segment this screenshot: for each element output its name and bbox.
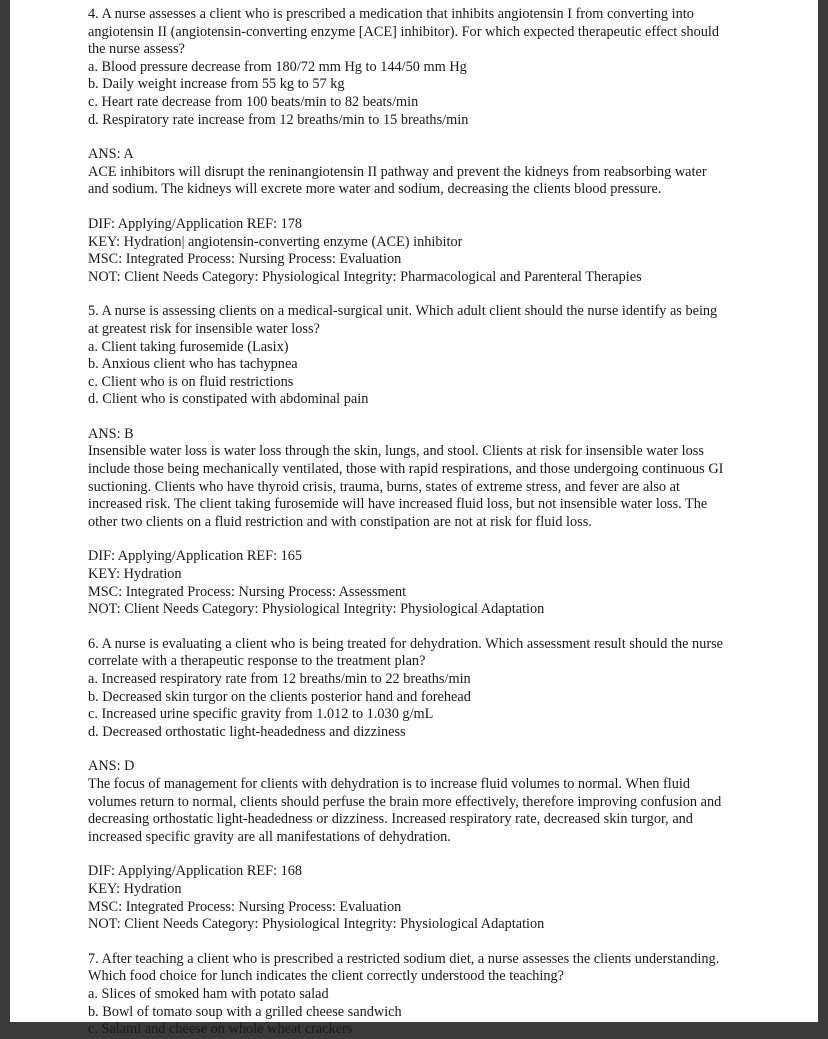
text-line: NOT: Client Needs Category: Physiological Integrity: Pharmacological and Parenteral Therapies <box>88 268 642 285</box>
text-line: DIF: Applying/Application REF: 165 <box>88 548 303 565</box>
text-line: b. Anxious client who has tachypnea <box>88 356 298 373</box>
text-line: d. Decreased orthostatic light-headedness and dizziness <box>88 723 406 740</box>
text-line: c. Client who is on fluid restrictions <box>88 373 294 390</box>
text-line: correlate with a therapeutic response to the treatment plan? <box>88 653 426 670</box>
text-line: d. Respiratory rate increase from 12 breaths/min to 15 breaths/min <box>88 111 469 128</box>
text-line: Insensible water loss is water loss through the skin, lungs, and stool. Clients at risk for insensible water loss <box>88 443 704 460</box>
text-line: DIF: Applying/Application REF: 178 <box>88 215 303 232</box>
text-line: include those being mechanically ventilated, those with rapid respirations, and those undergoing continuous GI <box>88 461 724 478</box>
text-line: b. Decreased skin turgor on the clients posterior hand and forehead <box>88 688 471 705</box>
text-line: ANS: A <box>88 146 134 163</box>
text-line: c. Heart rate decrease from 100 beats/min to 82 beats/min <box>88 93 419 110</box>
text-line: Which food choice for lunch indicates the client correctly understood the teaching? <box>88 968 564 985</box>
text-line: MSC: Integrated Process: Nursing Process: Assessment <box>88 583 407 600</box>
text-block-question-4 <box>88 6 756 129</box>
text-line: 5. A nurse is assessing clients on a medical-surgical unit. Which adult client should the nurse identify as being <box>88 303 718 320</box>
text-line: KEY: Hydration <box>88 880 182 897</box>
text-line: b. Bowl of tomato soup with a grilled cheese sandwich <box>88 1003 402 1020</box>
text-line: b. Daily weight increase from 55 kg to 57 kg <box>88 76 345 93</box>
text-line: MSC: Integrated Process: Nursing Process: Evaluation <box>88 251 402 268</box>
text-line: volumes return to normal, clients should perfuse the brain more effectively, therefore improving confusion and <box>88 793 722 810</box>
text-line: d. Client who is constipated with abdominal pain <box>88 391 369 408</box>
text-line: NOT: Client Needs Category: Physiological Integrity: Physiological Adaptation <box>88 601 545 618</box>
text-block-meta-6 <box>88 863 756 933</box>
text-line: KEY: Hydration| angiotensin-converting enzyme (ACE) inhibitor <box>88 233 463 250</box>
text-line: 4. A nurse assesses a client who is prescribed a medication that inhibits angiotensin I from converting into <box>88 6 694 22</box>
text-line: ANS: B <box>88 425 134 442</box>
text-line: at greatest risk for insensible water loss? <box>88 320 320 337</box>
text-line: a. Blood pressure decrease from 180/72 mm Hg to 144/50 mm Hg <box>88 58 467 75</box>
text-line: a. Client taking furosemide (Lasix) <box>88 338 289 355</box>
text-block-answer-4 <box>88 146 756 199</box>
text-line: a. Slices of smoked ham with potato salad <box>88 985 329 1002</box>
text-block-answer-6 <box>88 758 756 846</box>
text-line: increased risk. The client taking furosemide will have increased fluid loss, but not insensible water loss. The <box>88 496 708 513</box>
text-line: c. Increased urine specific gravity from 1.012 to 1.030 g/mL <box>88 706 434 723</box>
text-line: a. Increased respiratory rate from 12 breaths/min to 22 breaths/min <box>88 671 471 687</box>
document-page <box>10 0 818 1038</box>
text-line: DIF: Applying/Application REF: 168 <box>88 863 303 880</box>
text-line: MSC: Integrated Process: Nursing Process: Evaluation <box>88 898 402 915</box>
text-block-answer-5 <box>88 426 756 532</box>
text-line: c. Salami and cheese on whole wheat crackers <box>88 1021 353 1038</box>
text-block-question-7 <box>88 951 756 1039</box>
text-line: KEY: Hydration <box>88 566 182 583</box>
text-line: the nurse assess? <box>88 41 185 58</box>
text-line: and sodium. The kidneys will excrete more water and sodium, decreasing the clients blood pressure. <box>88 181 662 198</box>
text-line: suctioning. Clients who have thyroid crisis, trauma, burns, states of extreme stress, and fever are also at <box>88 478 680 495</box>
text-line: ANS: D <box>88 758 135 775</box>
text-block-meta-5 <box>88 548 756 618</box>
text-line: decreasing orthostatic light-headedness or dizziness. Increased respiratory rate, decreased skin turgor, and <box>88 811 693 828</box>
text-line: 6. A nurse is evaluating a client who is being treated for dehydration. Which assessment result should the nurse <box>88 635 724 652</box>
text-line: angiotensin II (angiotensin-converting enzyme [ACE] inhibitor). For which expected therapeutic effect should <box>88 23 719 40</box>
document-content <box>10 0 818 1039</box>
text-line: 7. After teaching a client who is prescribed a restricted sodium diet, a nurse assesses the clients understanding. <box>88 950 720 967</box>
text-line: ACE inhibitors will disrupt the reninangiotensin II pathway and prevent the kidneys from reabsorbing water <box>88 163 707 180</box>
text-block-question-6 <box>88 636 756 742</box>
text-line: NOT: Client Needs Category: Physiological Integrity: Physiological Adaptation <box>88 916 545 933</box>
text-line: other two clients on a fluid restriction and with constipation are not at risk for fluid loss. <box>88 513 592 530</box>
text-line: increased specific gravity are all manifestations of dehydration. <box>88 828 451 845</box>
text-block-question-5 <box>88 303 756 409</box>
text-block-meta-4 <box>88 216 756 286</box>
text-line: The focus of management for clients with dehydration is to increase fluid volumes to normal. When fluid <box>88 775 691 792</box>
